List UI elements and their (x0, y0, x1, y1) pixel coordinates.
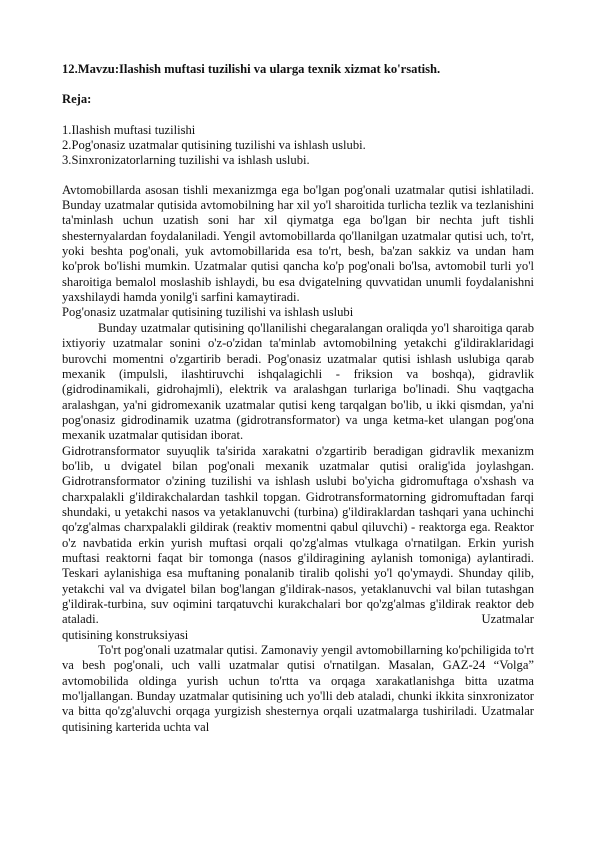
body-paragraph (62, 444, 534, 628)
body-paragraph: Bunday uzatmalar qutisining qo'llanilishi chegaralangan oraliqda yo'l sharoitiga qarab ixtiyoriy uzatmalar sonini o'z-o'zidan ta'minlab avtomobilning yetakchi g'ildiraklaridagi burovchi momentni o'zgartirib beradi. Pog'onasiz uzatmalar qutisi ishlash uslubiga qarab mexanik (impulsli, ilashtiruvchi ishqalagichli - friksion va boshqa), gidravlik (gidrodinamikali, gidrohajmli), elektrik va aralashgan turlariga bo'linadi. Shu vaqtgacha aralashgan, ya'ni gidromexanik uzatmalar qutisi keng tarqalgan bo'lib, u ikki qismdan, ya'ni pog'onasiz gidrodinamik uzatma (gidrotransformator) va unga ketma-ket ulangan pog'ona mexanik uzatmalar qutisidan iborat. (62, 320, 534, 443)
plan-label: Reja: (62, 92, 92, 107)
section-subheading: Pog'onasiz uzatmalar qutisining tuzilishi va ishlash uslubi (62, 305, 354, 320)
document-page (62, 62, 534, 735)
plan-item: 3.Sinxronizatorlarning tuzilishi va ishlash uslubi. (62, 153, 310, 168)
section-subheading: qutisining konstruksiyasi (62, 627, 189, 642)
paragraph-text: Gidrotransformator suyuqlik ta'sirida xarakatni o'zgartirib beradigan gidravlik mexanizm bo'lib, u dvigatel bilan pog'onali mexanik uzatmalar qutisi oralig'ida joylashgan. Gidrotransformator o'zining tuzilishi va ishlash uslubi bo'yicha gidromuftaga o'xshash va charxpalakli g'ildirakchalardan tashkil topgan. Gidrotransformatorning gidromuftadan farqi shundaki, u yetakchi nasos va yetaklanuvchi (turbina) g'ildiraklardan tashqari yana uchinchi qo'zg'almas charxpalakli gildirak (reaktiv momentni qabul qiluvchi) - reaktorga ega. Reaktor o'z navbatida erkin yurish muftasi orqali qo'zg'almas vtulkaga o'rnatilgan. Erkin yurish muftasi reaktorni faqat bir tomonga (nasos g'ildiragining aylanish tomoniga) aylantiradi. Teskari aylanishiga esa muftaning ponalanib tiralib qolishi yo'l qo'ymaydi. Shunday qilib, yetakchi val va dvigatel bilan bog'langan g'ildirak-nasos, yetaklanuvchi val bilan tutashgan g'ildirak-turbina, suv oqimini tarqatuvchi kurakchalari bor qo'zg'almas g'ildirak reaktor deb ataladi. (62, 443, 534, 627)
plan-item: 2.Pog'onasiz uzatmalar qutisining tuzilishi va ishlash uslubi. (62, 138, 366, 153)
body-paragraph: To'rt pog'onali uzatmalar qutisi. Zamonaviy yengil avtomobillarning ko'pchiligida to'rt va besh pog'onali, uch valli uzatmalar qutisi o'rnatilgan. Masalan, GAZ-24 “Volga” avtomobilida oldinga yurish uchun to'rtta va orqaga xarakatlanishga bitta uzatma mo'ljallangan. Bunday uzatmalar qutisining uch yo'lli deb ataladi, chunki ikkita sinxronizator va bitta qo'zg'aluvchi orqaga yurgizish shesternya orqali uzatmalarga tushiriladi. Uzatmalar qutisining karterida uchta val (62, 643, 534, 734)
plan-list (62, 123, 534, 169)
section-heading-start: Uzatmalar (481, 612, 534, 627)
page-title: 12.Mavzu:Ilashish muftasi tuzilishi va ularga texnik xizmat ko'rsatish. (62, 62, 441, 76)
body-paragraph: Avtomobillarda asosan tishli mexanizmga ega bo'lgan pog'onali uzatmalar qutisi ishlatiladi. Bunday uzatmalar qutisida avtomobilning har xil yo'l sharoitida turlicha tezlik va tezlanishini ta'minlash uchun uzatish soni har xil qiymatga ega bo'lgan bir nechta juft tishli shesternyalardan foydalaniladi. Yengil avtomobillarda qo'llanilgan uzatmalar qutisi uch, to'rt, yoki beshta pog'onali, yuk avtomobillarida esa to'rt, besh, ba'zan sakkiz va undan ham ko'prok bo'lishi mumkin. Uzatmalar qutisi qancha ko'p pog'onali bo'lsa, avtomobil turli yo'l sharoitiga bemalol moslashib ishlaydi, bu esa dvigatelning quvvatidan unumli foydalanishni yaxshilaydi hamda yonilg'i sarfini kamaytiradi. (62, 182, 534, 305)
plan-item: 1.Ilashish muftasi tuzilishi (62, 122, 196, 137)
